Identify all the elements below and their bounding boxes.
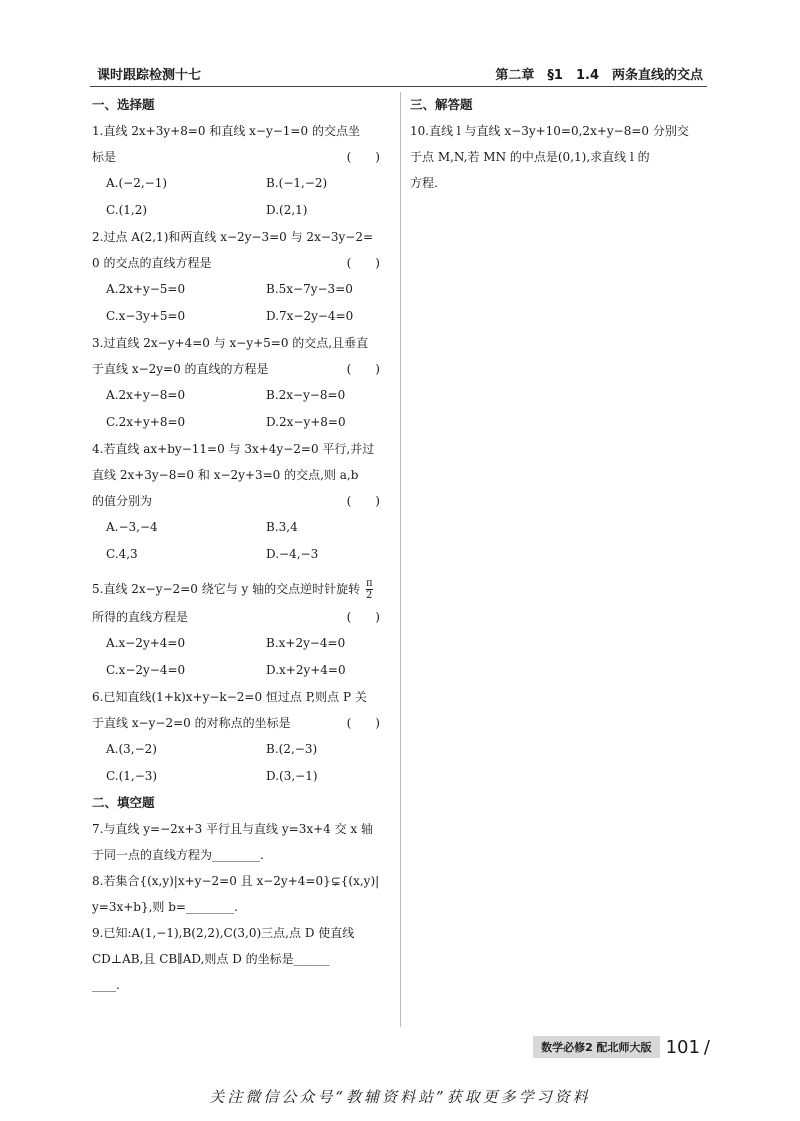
- q8-line1: 8.若集合{(x,y)|x+y−2=0 且 x−2y+4=0}⊊{(x,y)|: [92, 874, 380, 888]
- q2-answer-bracket: ( ): [346, 256, 380, 270]
- page-header-left: 课时跟踪检测十七: [97, 68, 202, 83]
- q4-line2: 直线 2x+3y−8=0 和 x−2y+3=0 的交点,则 a,b: [92, 468, 359, 482]
- page-footer: [533, 1036, 710, 1058]
- q2-option-d: D.7x−2y−4=0: [266, 309, 354, 323]
- book-title-badge: 数学必修2 配北师大版: [533, 1036, 659, 1058]
- section-title-answer: 三、解答题: [410, 97, 473, 112]
- q4-option-c: C.4,3: [106, 547, 138, 561]
- q10-line3: 方程.: [410, 176, 438, 190]
- q4-line1: 4.若直线 ax+by−11=0 与 3x+4y−2=0 平行,并过: [92, 442, 375, 456]
- q3-option-d: D.2x−y+8=0: [266, 415, 346, 429]
- q2-option-a: A.2x+y−5=0: [106, 282, 186, 296]
- q9-line1: 9.已知:A(1,−1),B(2,2),C(3,0)三点,点 D 使直线: [92, 926, 355, 940]
- section-title-fill: 二、填空题: [92, 795, 155, 810]
- q5-option-b: B.x+2y−4=0: [266, 636, 346, 650]
- q1-options: [92, 170, 392, 224]
- q1-option-a: A.(−2,−1): [106, 176, 168, 190]
- question-8: [92, 868, 392, 920]
- question-2: [92, 224, 392, 330]
- question-9: [92, 920, 392, 998]
- q3-option-c: C.2x+y+8=0: [106, 415, 186, 429]
- q2-line1: 2.过点 A(2,1)和两直线 x−2y−3=0 与 2x−3y−2=: [92, 230, 374, 244]
- q6-answer-bracket: ( ): [346, 716, 380, 730]
- q1-line2: 标是: [92, 150, 117, 164]
- question-6: [92, 684, 392, 790]
- fraction-numerator: π: [365, 578, 373, 589]
- right-column: [410, 92, 710, 196]
- page-number: 101: [665, 1036, 700, 1058]
- q5-line2: 所得的直线方程是: [92, 610, 189, 624]
- q4-option-b: B.3,4: [266, 520, 298, 534]
- q1-line1: 1.直线 2x+3y+8=0 和直线 x−y−1=0 的交点坐: [92, 124, 360, 138]
- q5-option-c: C.x−2y−4=0: [106, 663, 186, 677]
- q3-answer-bracket: ( ): [346, 362, 380, 376]
- question-5: [92, 574, 392, 684]
- q5-options: [92, 630, 392, 684]
- question-3: [92, 330, 392, 436]
- q3-line2: 于直线 x−2y=0 的直线的方程是: [92, 362, 269, 376]
- q6-option-b: B.(2,−3): [266, 742, 318, 756]
- q9-line3: ____.: [92, 978, 120, 992]
- q5-answer-bracket: ( ): [346, 610, 380, 624]
- section-title-choice: 一、选择题: [92, 97, 155, 112]
- q4-option-d: D.−4,−3: [266, 547, 319, 561]
- q8-line2: y=3x+b},则 b=________.: [92, 900, 238, 914]
- q1-option-b: B.(−1,−2): [266, 176, 328, 190]
- question-7: [92, 816, 392, 868]
- q6-options: [92, 736, 392, 790]
- q4-options: [92, 514, 392, 568]
- q7-line1: 7.与直线 y=−2x+3 平行且与直线 y=3x+4 交 x 轴: [92, 822, 374, 836]
- q4-option-a: A.−3,−4: [106, 520, 158, 534]
- q5-line1-wrap: [92, 574, 392, 604]
- q4-line3: 的值分别为: [92, 494, 153, 508]
- q6-option-d: D.(3,−1): [266, 769, 318, 783]
- q2-option-c: C.x−3y+5=0: [106, 309, 186, 323]
- q9-line2: CD⊥AB,且 CB∥AD,则点 D 的坐标是______: [92, 952, 330, 966]
- q2-line2: 0 的交点的直线方程是: [92, 256, 212, 270]
- q5-option-d: D.x+2y+4=0: [266, 663, 346, 677]
- footer-slash: /: [703, 1036, 710, 1058]
- q7-line2: 于同一点的直线方程为________.: [92, 848, 264, 862]
- page-header-right: 第二章 §1 1.4 两条直线的交点: [495, 68, 703, 83]
- header-rule: [90, 86, 707, 87]
- q3-options: [92, 382, 392, 436]
- q6-line1: 6.已知直线(1+k)x+y−k−2=0 恒过点 P,则点 P 关: [92, 690, 367, 704]
- pi-over-2-fraction: [366, 578, 373, 601]
- question-4: [92, 436, 392, 568]
- handwritten-note: 关注微信公众号“教辅资料站”获取更多学习资料: [209, 1088, 591, 1106]
- q6-line2: 于直线 x−y−2=0 的对称点的坐标是: [92, 716, 291, 730]
- q5-option-a: A.x−2y+4=0: [106, 636, 186, 650]
- q6-option-c: C.(1,−3): [106, 769, 158, 783]
- question-10: [410, 118, 710, 196]
- q1-answer-bracket: ( ): [346, 150, 380, 164]
- q1-option-d: D.(2,1): [266, 203, 308, 217]
- q1-option-c: C.(1,2): [106, 203, 148, 217]
- left-column: [92, 92, 392, 998]
- q3-line1: 3.过直线 2x−y+4=0 与 x−y+5=0 的交点,且垂直: [92, 336, 369, 350]
- q3-option-b: B.2x−y−8=0: [266, 388, 346, 402]
- q3-option-a: A.2x+y−8=0: [106, 388, 186, 402]
- q2-option-b: B.5x−7y−3=0: [266, 282, 353, 296]
- q10-line2: 于点 M,N,若 MN 的中点是(0,1),求直线 l 的: [410, 150, 650, 164]
- q2-options: [92, 276, 392, 330]
- fraction-denominator: 2: [366, 590, 373, 601]
- q4-answer-bracket: ( ): [346, 494, 380, 508]
- q10-line1: 10.直线 l 与直线 x−3y+10=0,2x+y−8=0 分别交: [410, 124, 689, 138]
- q5-line1: 5.直线 2x−y−2=0 绕它与 y 轴的交点逆时针旋转: [92, 582, 361, 596]
- q6-option-a: A.(3,−2): [106, 742, 157, 756]
- question-1: [92, 118, 392, 224]
